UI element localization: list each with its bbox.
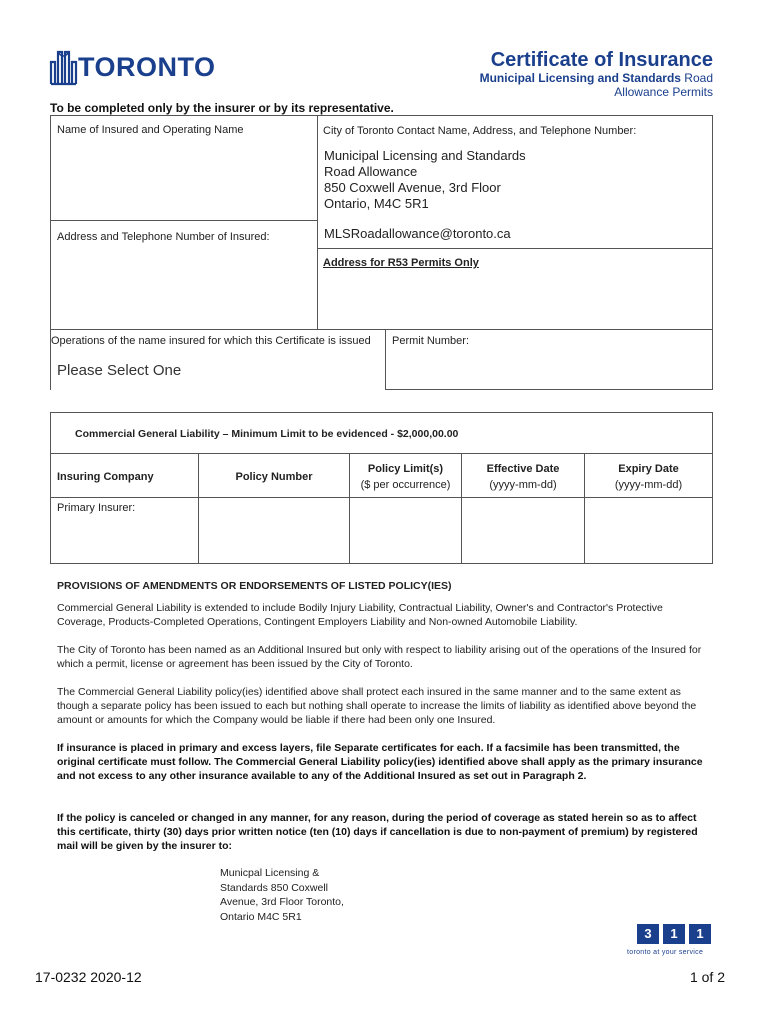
provisions-heading: PROVISIONS OF AMENDMENTS OR ENDORSEMENTS OF LISTED POLICY(IES) <box>57 580 452 592</box>
divider <box>50 220 317 221</box>
policy-limits-field[interactable] <box>352 500 459 560</box>
311-digit: 1 <box>689 924 711 944</box>
cgl-heading: Commercial General Liability – Minimum Limit to be evidenced - $2,000,00.00 <box>75 428 459 440</box>
311-digit: 3 <box>637 924 659 944</box>
divider <box>50 563 713 564</box>
311-tagline: toronto at your service <box>627 949 704 956</box>
divider <box>385 329 386 390</box>
provision-paragraph-5: If the policy is canceled or changed in any manner, for any reason, during the period of coverage as stated herein so as to affect this certificate, thirty (30) days prior written notice (ten (10) days if cancellation is due to non-payment of premium) by registered mail will be given by the insurer to: <box>57 812 698 852</box>
mailing-address: Municpal Licensing & Standards 850 Coxwell Avenue, 3rd Floor Toronto, Ontario M4C 5R1 <box>220 867 344 923</box>
page-title: Certificate of Insurance <box>490 49 713 71</box>
r53-address-field[interactable] <box>322 272 708 326</box>
provision-paragraph-2: The City of Toronto has been named as an Additional Insured but only with respect to liability arising out of the operations of the Insured for which a permit, license or agreement has been issued by the City of Toronto. <box>57 644 702 670</box>
address-field[interactable] <box>55 246 313 326</box>
city-contact-address: Municipal Licensing and Standards Road Allowance 850 Coxwell Avenue, 3rd Floor Ontario, M4C 5R1 <box>324 148 526 211</box>
city-contact-label: City of Toronto Contact Name, Address, and Telephone Number: <box>323 125 637 137</box>
instruction-text: To be completed only by the insurer or by its representative. <box>50 101 394 115</box>
divider <box>50 412 51 564</box>
page-subtitle: Municipal Licensing and Standards Road Allowance Permits <box>479 71 713 99</box>
divider <box>712 115 713 390</box>
r53-address-label: Address for R53 Permits Only <box>323 257 479 269</box>
divider <box>385 389 713 390</box>
form-number: 17-0232 2020-12 <box>35 969 142 985</box>
col-effective-date: Effective Date (yyyy-mm-dd) <box>486 463 560 491</box>
311-digit: 1 <box>663 924 685 944</box>
col-policy-number: Policy Number <box>235 471 313 483</box>
divider <box>50 453 713 454</box>
provision-paragraph-1: Commercial General Liability is extended to include Bodily Injury Liability, Contractual Liability, Owner's and Contractor's Protective Coverage, Products-Completed Operations, Contingent Employers Liability and Non-owned Automobile Liability. <box>57 602 663 628</box>
divider <box>198 453 199 563</box>
col-policy-limits: Policy Limit(s) ($ per occurrence) <box>360 463 451 491</box>
primary-insurer-label: Primary Insurer: <box>57 502 136 514</box>
divider <box>50 497 713 498</box>
operations-select[interactable]: Please Select One <box>57 362 182 379</box>
divider <box>50 115 51 390</box>
toronto-logo-icon <box>49 48 79 86</box>
page-number: 1 of 2 <box>689 969 725 985</box>
provision-paragraph-4: If insurance is placed in primary and excess layers, file Separate certificates for each. If a facsimile has been transmitted, the original certificate must follow. The Commercial General Liability policy(ies) identified above shall apply as the primary insurance and not excess to any other insurance available to any of the Additional Insured as set out in Paragraph 2. <box>57 742 703 782</box>
logo-text: TORONTO <box>78 52 216 82</box>
divider <box>317 248 713 249</box>
divider <box>50 329 713 330</box>
divider <box>317 115 318 329</box>
provision-paragraph-3: The Commercial General Liability policy(ies) identified above shall protect each insured in the same manner and to the same extent as though a separate policy has been issued to each but nothing shall operate to increase the limits of liability as identified above beyond the amount or amounts for which the Company would be liable if there had been only one Insured. <box>57 686 697 726</box>
divider <box>50 115 713 116</box>
effective-date-field[interactable] <box>464 500 582 560</box>
contact-email: MLSRoadallowance@toronto.ca <box>324 226 511 241</box>
expiry-date-field[interactable] <box>587 500 710 560</box>
divider <box>50 412 713 413</box>
divider <box>712 412 713 564</box>
permit-number-field[interactable] <box>390 350 708 386</box>
operations-label: Operations of the name insured for which this Certificate is issued <box>51 335 371 347</box>
insured-name-field[interactable] <box>55 138 313 216</box>
permit-number-label: Permit Number: <box>392 335 470 347</box>
col-expiry-date: Expiry Date (yyyy-mm-dd) <box>614 463 683 491</box>
col-insuring-company: Insuring Company <box>57 471 154 483</box>
insured-name-label: Name of Insured and Operating Name <box>57 124 244 136</box>
insuring-company-field[interactable] <box>53 516 196 560</box>
policy-number-field[interactable] <box>201 500 347 560</box>
address-label: Address and Telephone Number of Insured: <box>57 231 270 243</box>
